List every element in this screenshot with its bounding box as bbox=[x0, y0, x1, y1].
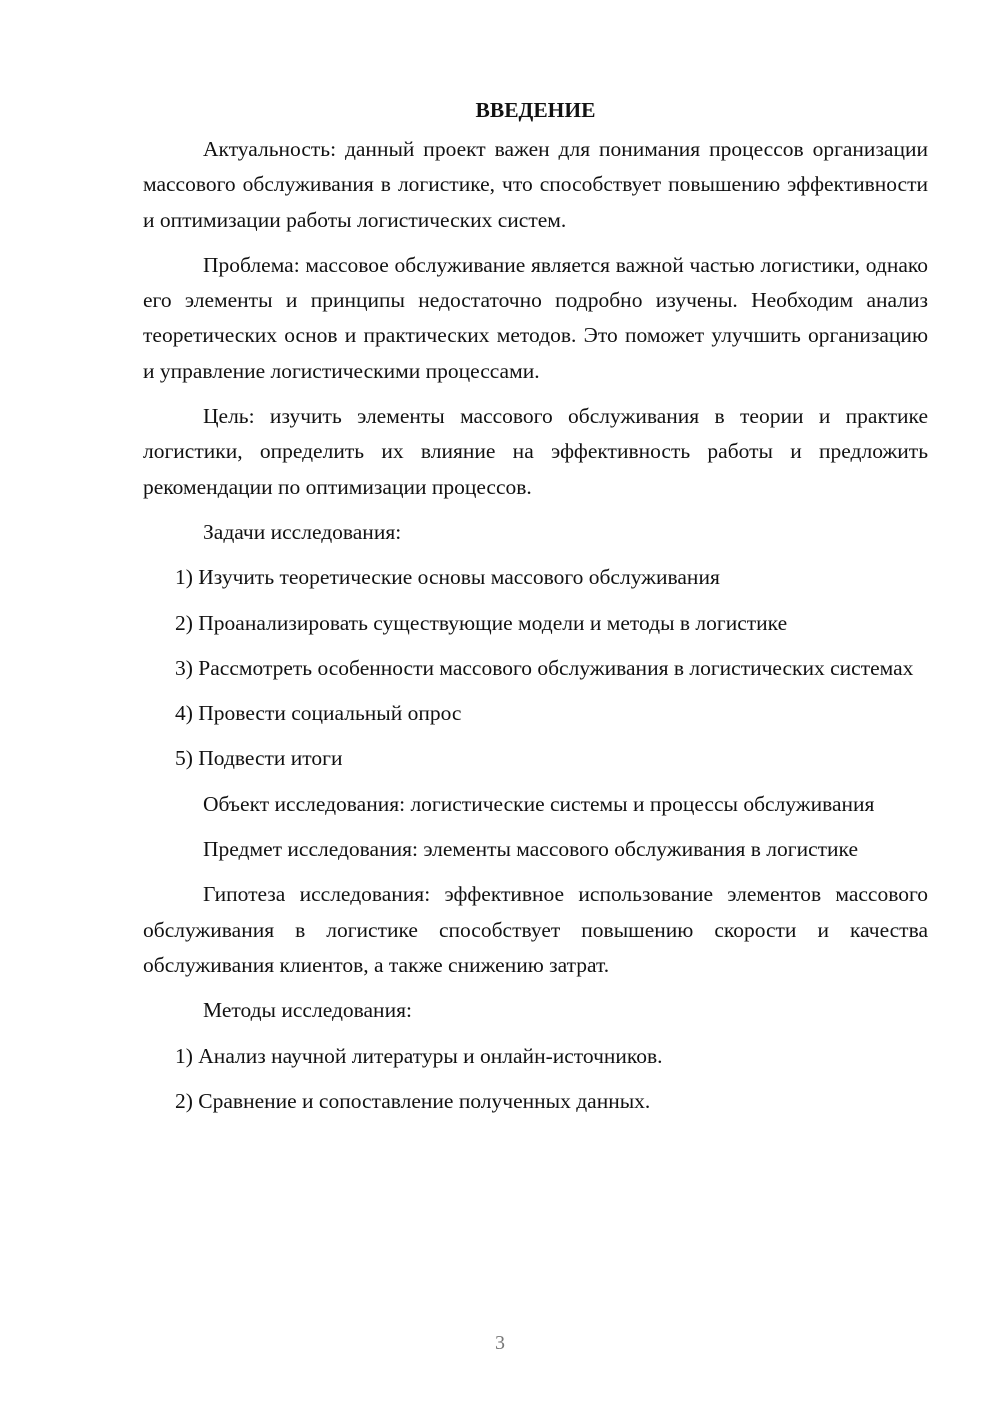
relevance-paragraph: Актуальность: данный проект важен для понимания процессов организации массового обслуживания в логистике, что способствует повышению эффективности и оптимизации работы логистических систем. bbox=[143, 137, 928, 232]
methods-heading: Методы исследования: bbox=[203, 998, 412, 1023]
method-item-2: 2) Сравнение и сопоставление полученных данных. bbox=[175, 1088, 651, 1113]
page-number: 3 bbox=[495, 1332, 505, 1354]
document-page bbox=[143, 92, 928, 1129]
task-item-2: 2) Проанализировать существующие модели и методы в логистике bbox=[175, 610, 788, 635]
tasks-heading: Задачи исследования: bbox=[203, 519, 402, 544]
problem-paragraph: Проблема: массовое обслуживание является важной частью логистики, однако его элементы и принципы недостаточно подробно изучены. Необходим анализ теоретических основ и практических методов. Это поможет улучшить организацию и управление логистическими процессами. bbox=[143, 252, 928, 383]
task-item-5: 5) Подвести итоги bbox=[175, 746, 343, 771]
task-item-3: 3) Рассмотреть особенности массового обслуживания в логистических системах bbox=[175, 655, 914, 680]
task-item-4: 4) Провести социальный опрос bbox=[175, 701, 462, 726]
goal-paragraph: Цель: изучить элементы массового обслуживания в теории и практике логистики, определить их влияние на эффективность работы и предложить рекомендации по оптимизации процессов. bbox=[143, 404, 928, 499]
object-paragraph: Объект исследования: логистические системы и процессы обслуживания bbox=[203, 791, 875, 816]
subject-paragraph: Предмет исследования: элементы массового обслуживания в логистике bbox=[203, 837, 859, 862]
task-item-1: 1) Изучить теоретические основы массового обслуживания bbox=[175, 565, 720, 590]
method-item-1: 1) Анализ научной литературы и онлайн-источников. bbox=[175, 1043, 663, 1068]
section-title: ВВЕДЕНИЕ bbox=[475, 98, 596, 122]
hypothesis-paragraph: Гипотеза исследования: эффективное использование элементов массового обслуживания в логистике способствует повышению скорости и качества обслуживания клиентов, а также снижению затрат. bbox=[143, 882, 928, 977]
